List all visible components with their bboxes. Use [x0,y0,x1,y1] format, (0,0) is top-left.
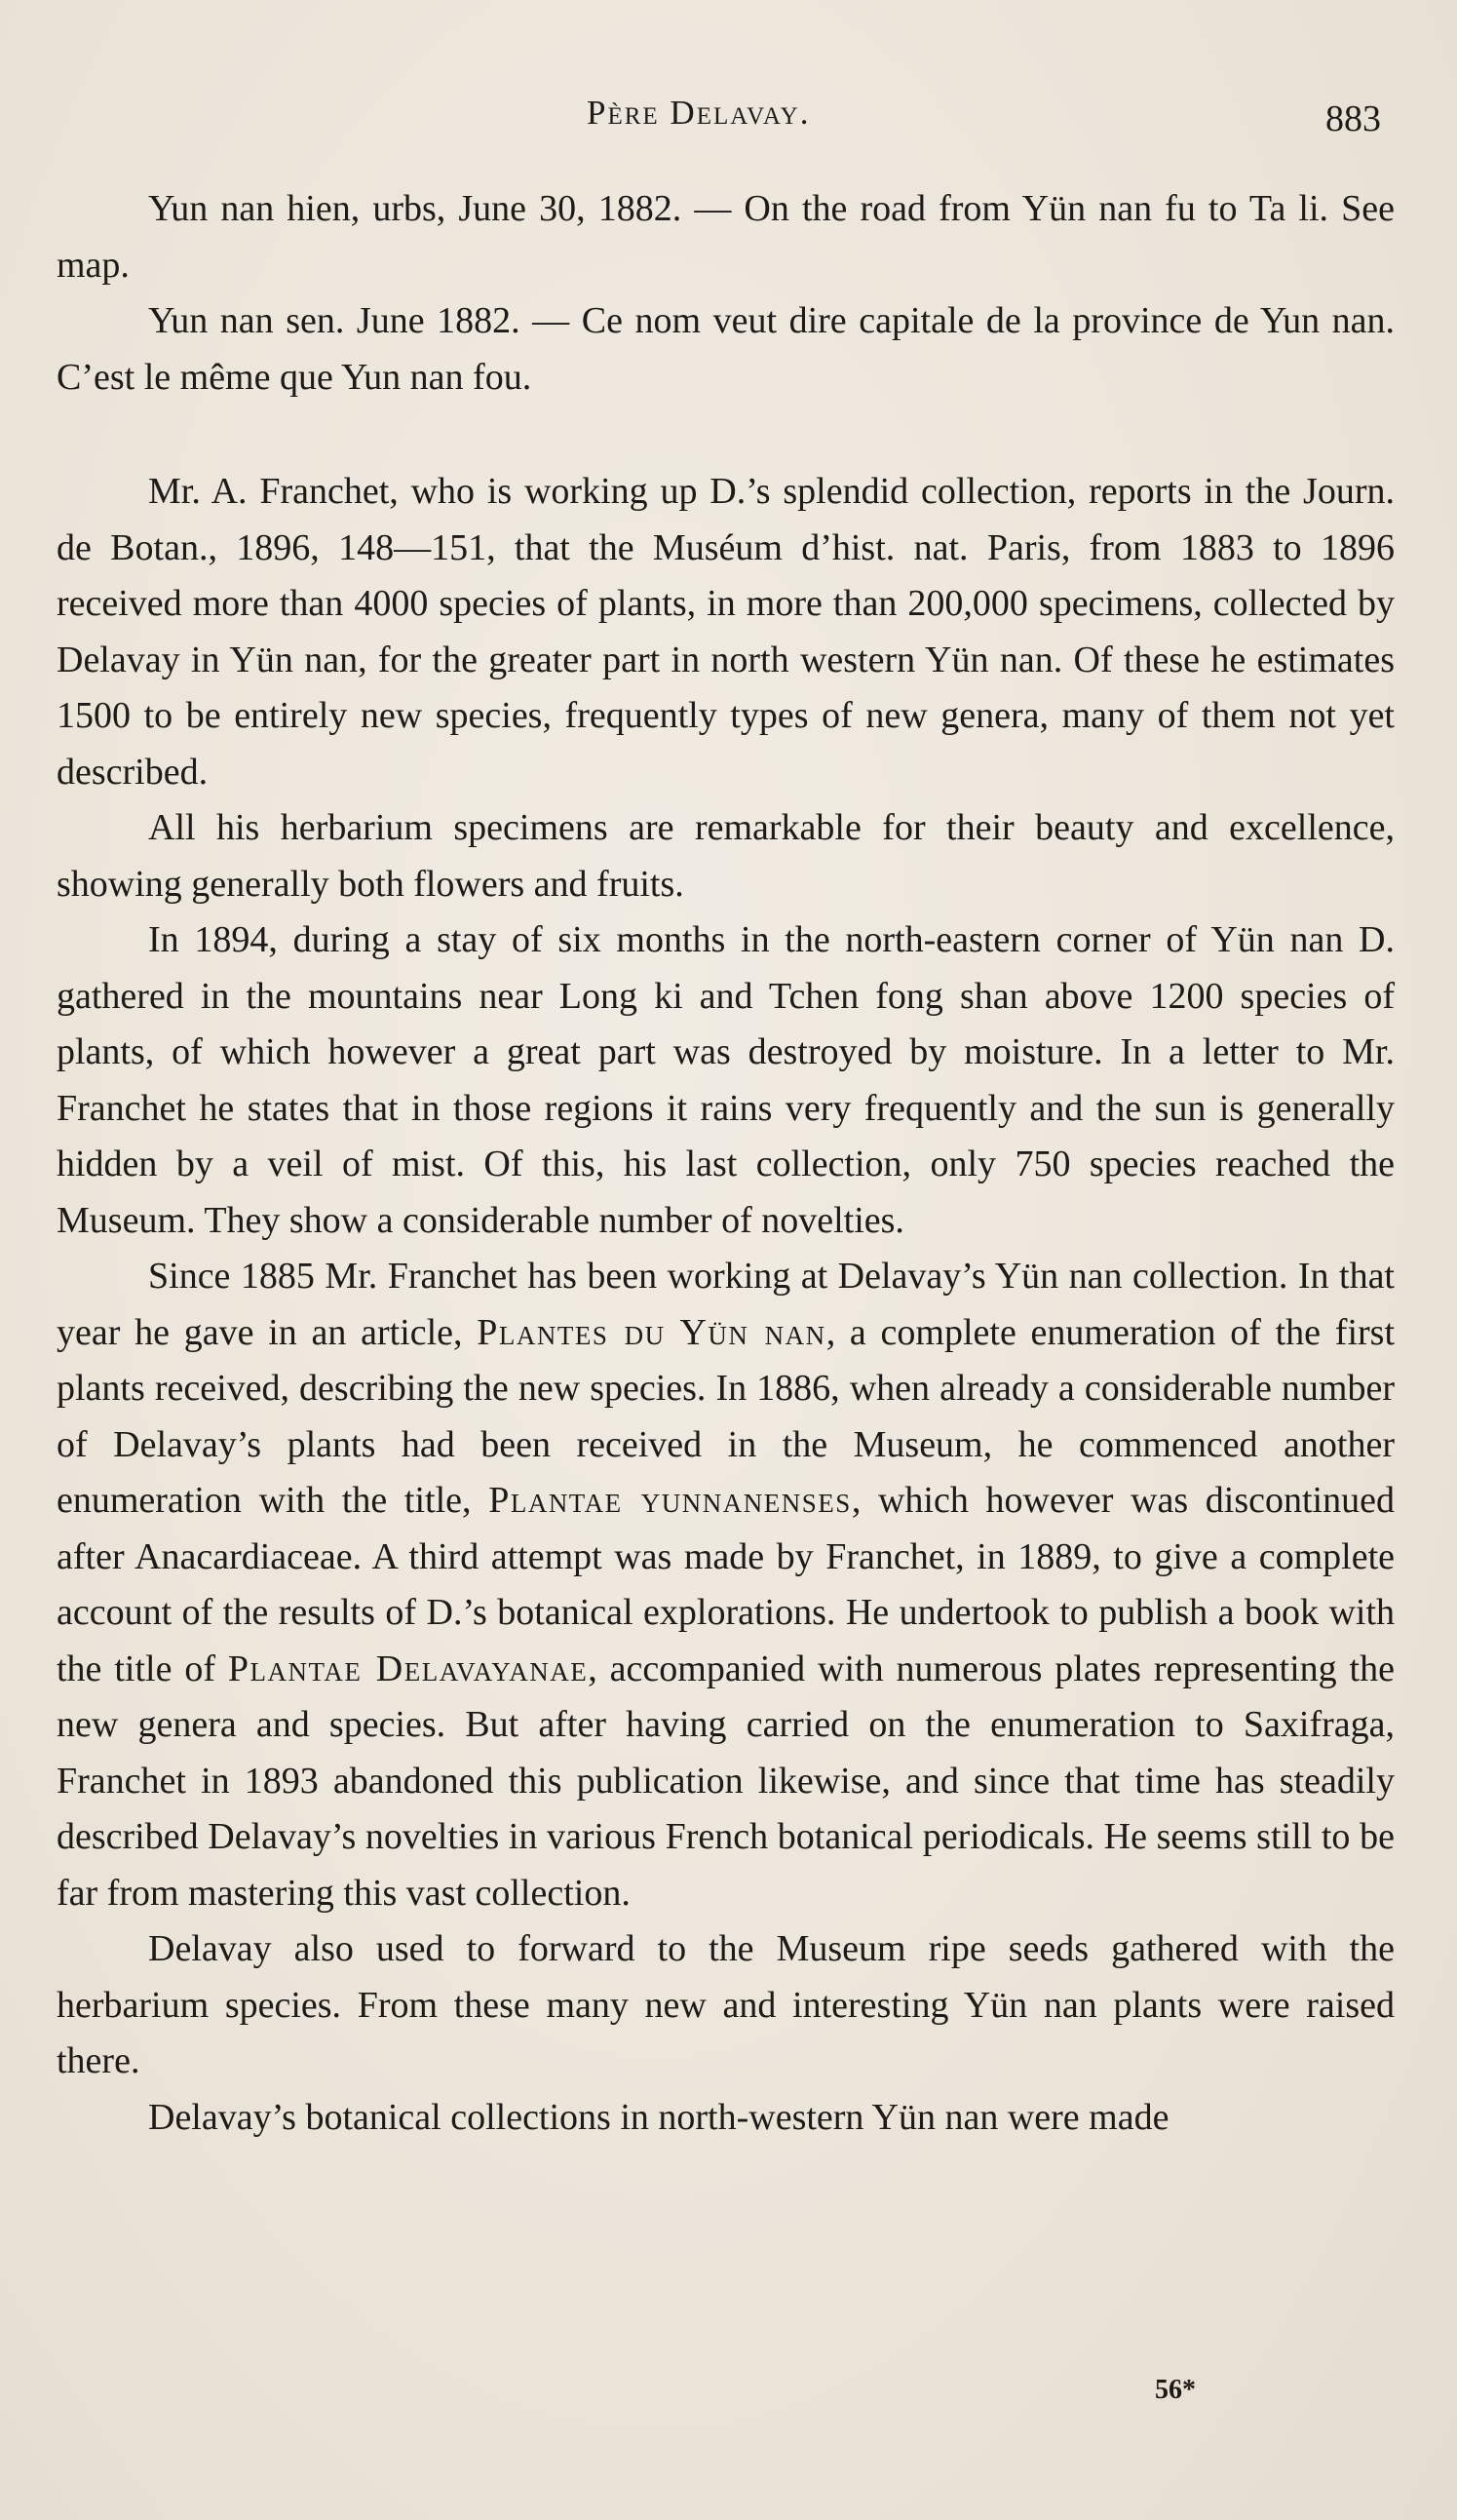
signature-mark: 56* [1155,2375,1196,2405]
gazetteer-entry-yun-nan-hien: Yun nan hien, urbs, June 30, 1882. — On the road from Yün nan fu to Ta li. See map. [57,188,1395,286]
section-gap [57,406,1395,464]
paragraph-text: , a complete enumeration of the first plants received, describing the new species. In 1886, when already a considerable number of Delavay’s plants had been received in the Museum, he commenced another enumeration with the title, [57,1311,1395,1521]
paragraph-north-western-collections: Delavay’s botanical collections in north-western Yün nan were made [148,2096,1169,2138]
paragraph-seeds: Delavay also used to forward to the Museum ripe seeds gathered with the herbarium species. From these many new and interesting Yün nan plants were raised there. [57,1928,1395,2081]
paragraph-herbarium-specimens: All his herbarium specimens are remarkable for their beauty and excellence, showing generally both flowers and fruits. [57,807,1395,905]
title-plantes-du-yun-nan: Plantes du Yün nan [477,1311,826,1353]
gazetteer-entry-yun-nan-sen: Yun nan sen. June 1882. — Ce nom veut dire capitale de la province de Yun nan. C’est le même que Yun nan fou. [57,300,1395,398]
page-number: 883 [1325,98,1381,139]
running-head: Père Delavay. [587,94,811,132]
paragraph-1894-collection: In 1894, during a stay of six months in the north-eastern corner of Yün nan D. gathered in the mountains near Long ki and Tchen fong shan above 1200 species of plants, of which however a great part was destroyed by moisture. In a letter to Mr. Franchet he states that in those regions it rains very frequently and the sun is generally hidden by a veil of mist. Of this, his last collection, only 750 species reached the Museum. They show a considerable number of novelties. [57,919,1395,1241]
title-plantae-yunnanenses: Plantae yunnanenses [488,1480,852,1521]
paragraph-text: , which however was discontinued after Anacardiaceae. A third attempt was made by Franchet, in 1889, to give a complete account of the results of D.’s botanical explorations. He undertook to publish a book with the title of [57,1480,1395,1689]
paragraph-franchet-enumerations [57,1249,1395,1921]
title-plantae-delavayanae: Plantae Delavayanae [227,1648,589,1689]
page-header [0,94,1457,152]
paragraph-text: , accompanied with numerous plates representing the new genera and species. But after having carried on the enumeration to Saxifraga, Franchet in 1893 abandoned this publication likewise, and since that time has steadily described Delavay’s novelties in various French botanical periodicals. He seems still to be far from mastering this vast collection. [57,1648,1395,1914]
paragraph-franchet-report: Mr. A. Franchet, who is working up D.’s splendid collection, reports in the Journ. de Botan., 1896, 148—151, that the Muséum d’hist. nat. Paris, from 1883 to 1896 received more than 4000 species of plants, in more than 200,000 specimens, collected by Delavay in Yün nan, for the greater part in north western Yün nan. Of these he estimates 1500 to be entirely new species, frequently types of new genera, many of them not yet described. [57,471,1395,793]
paragraph-text: Since 1885 Mr. Franchet has been working at Delavay’s Yün nan collection. In that year he gave in an article, [57,1256,1395,1353]
page-body [57,181,1395,2146]
